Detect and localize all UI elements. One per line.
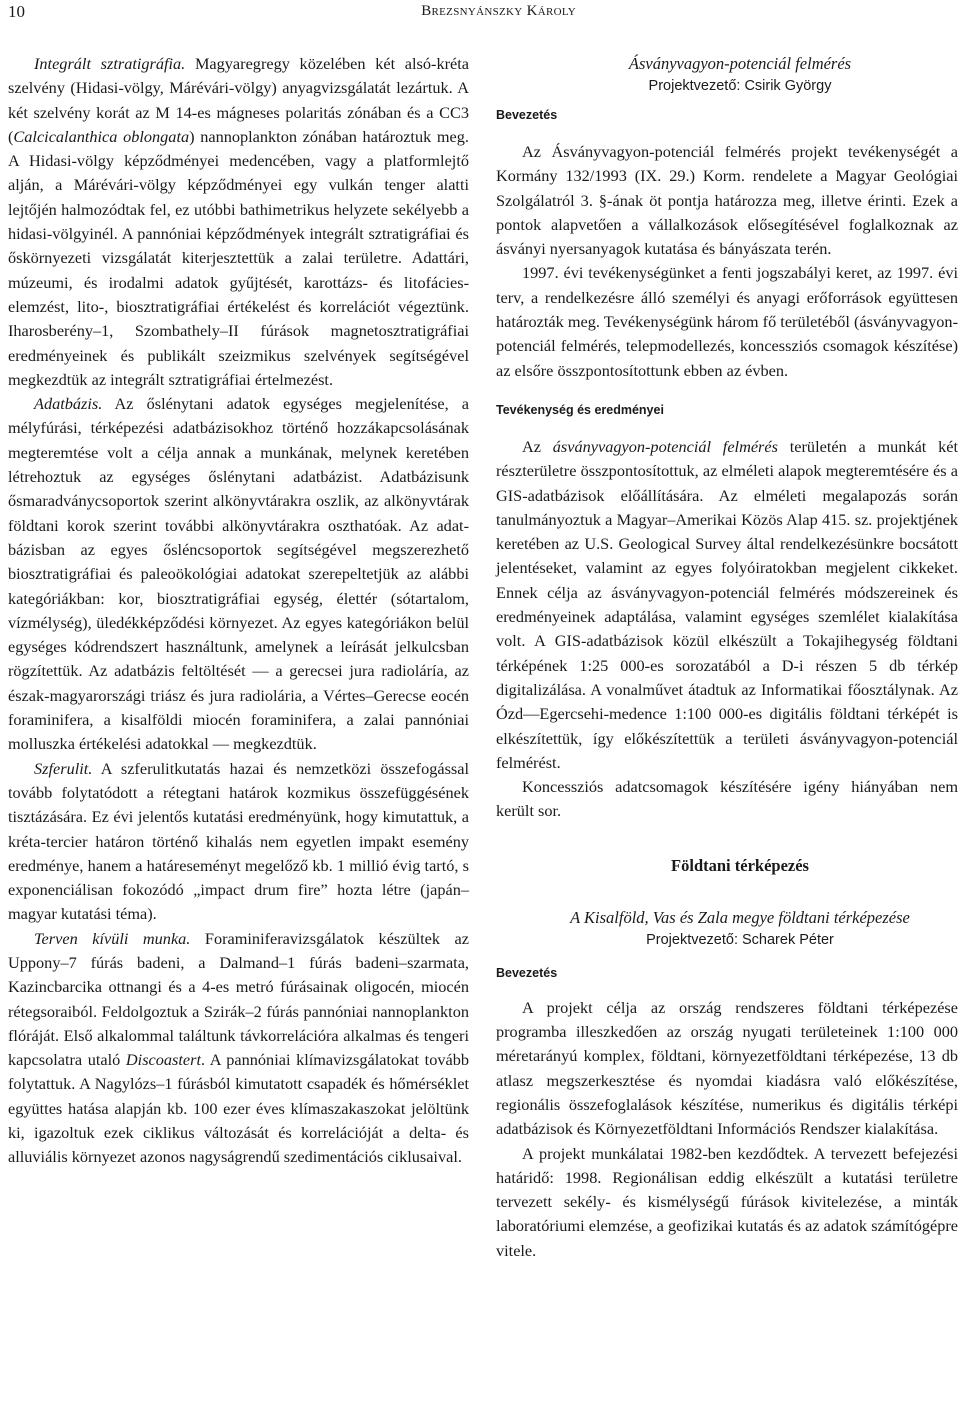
left-column (8, 52, 469, 1170)
paragraph-activity-2: Koncessziós adatcsomagok készítésére igény hiányában nem került sor. (496, 777, 958, 821)
paragraph-spherulite: Szferulit. A szferulitkutatás hazai és nemzetközi összefogással tovább folytatódott a rétegtani határok kozmikus összefüggésének tisztázására. Ez évi jelentős kutatási eredményünk, hogy kimutattuk, a kréta-tercier határon történő kihalás nem egyetlen impakt esemény eredménye, hanem a határeseményt megelőző kb. 1 millió évig tartó, s exponenciálisan fokozódó „impact drum fire” hozta létre (japán–magyar kutatási téma). (8, 758, 469, 924)
project-title: A Kisalföld, Vas és Zala megye földtani térképezése (570, 907, 910, 927)
paragraph-integrated-stratigraphy: Integrált sztratigráfia. Magyaregregy közelében két alsó-kréta szelvény (Hidasi-völgy, Márévári-völgy) anyagvizsgálatát lezártuk. A két szelvény korát az M 14-es mágneses polaritás zónában és a CC3 (Calcicalanthica oblongata) nannoplankton zónában határoztuk meg. A Hidasi-völgy képződményei medencében, vagy a platformlejtő alján, a Márévári-völgy képződményei egy vulkán tenger alatti lejtőjén halmozódtak fel, ez utóbbi bathimetrikus helyzete sekélyebb a hidasi-völgyinél. A pannóniai képződmények integrált sztratigráfiai és őskörnyezeti vizsgálatát kiterjesztettük a zalai területre. Adattári, múzeumi, és irodalmi adatok gyűjtését, karottázs- és litofácies-elemzést, lito-, biosztratigráfiai értékelést és korrelációt végeztünk. Iharosberény–1, Szombathely–II fúrások magnetosztratigráfiai eredményeinek és publikált szeizmikus szelvények segítségével megkezdtük az integrált sztratigráfiai értelmezést. (8, 54, 469, 389)
paragraph-intro2-1: A projekt célja az ország rendszeres földtani térképezése programba illeszkedően az ország nyugati területeinek 1:100 000 méretarányú komplex, földtani, környezetföldtani térképezése, 13 db atlasz megszerkesztése és nyomdai kiadásra való előkészítése, regionális összefoglalások készítése, numerikus és digitális térképi adatbázisok és Környezetföldtani Információs Rendszer kialakítása. (496, 997, 958, 1139)
paragraph-unplanned-work: Terven kívüli munka. Foraminiferavizsgálatok készültek az Uppony–7 fúrás badeni, a Dalmand–1 fúrás badeni–szarmata, Kazincbarcika ottnangi és a 4-es metró fúrásainak oligocén, miocén rétegsoraiból. Feldolgoztuk a Szirák–2 fúrás pannóniai nannoplankton flóráját. Első alkalommal találtunk távkorrelációra alkalmas és tengeri kapcsolatra utaló Discoastert. A pannóniai klímavizsgálatokat tovább folytattuk. A Nagylózs–1 fúrásból kimutatott csapadék és hőmérséklet együttes hatása alapján kb. 100 ezer éves klímaszakaszokat jelöltünk ki, igazoltuk ezek ciklikus változását és korrelációját a delta- és alluviális környezet azonos nagyságrendű szedimentációs ciklusaival. (8, 928, 469, 1167)
page-header (0, 0, 960, 30)
project-leader: Projektvezető: Scharek Péter (646, 931, 834, 948)
paragraph-label: Adatbázis. (34, 394, 103, 414)
running-head-author: Brezsnyánszky Károly (421, 3, 576, 19)
section-title: Földtani térképezés (671, 855, 809, 875)
paragraph-intro-1: Az Ásványvagyon-potenciál felmérés projekt tevékenységét a Kormány 132/1993 (IX. 29.) Korm. rendelete a Magyar Geológiai Szolgálatról 3. §-ának öt pontja határozza meg, illetve érinti. Ezek a pontok alapvetően a vállalkozások elősegítésével foglalkoznak az ásványi nyersanyagok kutatása és bányászata terén. (496, 142, 958, 259)
paragraph-label: Integrált sztratigráfia. (34, 54, 186, 73)
paragraph-label: Terven kívüli munka. (34, 928, 191, 948)
paragraph-label: Szferulit. (34, 758, 93, 778)
project-leader: Projektvezető: Csirik György (648, 78, 832, 94)
subheading-intro: Bevezetés (496, 108, 558, 122)
genus-name: Discoastert (125, 1050, 201, 1070)
right-column (496, 52, 958, 1263)
project-title: Ásványvagyon-potenciál felmérés (628, 54, 852, 73)
paragraph-intro-2: 1997. évi tevékenységünket a fenti jogszabályi keret, az 1997. évi terv, a rendelkezésre álló személyi és anyagi erőforrások együttesen határozták meg. Tevékenységünk három fő területéből (ásványvagyon-potenciál felmérés, telepmodellezés, koncessziós csomagok készítése) az elsőre összpontosítottunk ebben az évben. (496, 263, 958, 380)
subheading-activity: Tevékenység és eredményei (496, 402, 664, 417)
species-name: Calcicalanthica oblongata (13, 126, 190, 146)
paragraph-intro2-2: A projekt munkálatai 1982-ben kezdődtek. A tervezett befejezési határidő: 1998. Regionálisan eddig elkészült a kutatási területre tervezett sekély- és kismélységű fúrások kivitelezése, a minták laboratóriumi elemzése, a geofizikai kutatás és az adatok számítógépre vitele. (496, 1143, 958, 1260)
paragraph-database: Adatbázis. Az őslénytani adatok egységes megjelenítése, a mélyfúrási, térképezési adatbázisokhoz történő hozzákapcsolásának megteremtése volt a célja annak a munkának, melynek keretében létrehoztuk az egységes őslénytani adatbázist. Adatbázisunk ősmaradványcsoportok szerint alkönyvtárakra oszlik, az alkönyvtárak földtani korok szerint további alkönyvtárakra oszthatóak. Az adatbázisban az egyes ősléncsoportok segítségével megszerezhető biosztratigráfiai és paleoökológiai adatokat szerepeltetjük az alábbi kategóriákban: kor, biosztratigráfiai egység, élettér (sótartalom, vízmélység), üledékképződési környezet. Az egyes kategóriákon belül egységes kódrendszert használtunk, amelynek a leírását jelkulcsban rögzítettük. Az adatbázis feltöltését — a gerecsei jura radioláría, az észak-magyarországi triász és jura radiolária, a Vértes–Gerecse eocén foraminifera, a kisalföldi miocén foraminifera, a zalai pannóniai molluszka értékelési adatokkal — megkezdtük. (8, 394, 469, 754)
subheading-intro: Bevezetés (496, 965, 558, 980)
page-number: 10 (8, 2, 25, 21)
paragraph-activity-1: Az ásványvagyon-potenciál felmérés területén a munkát két részterületre összpontosítottuk, az elméleti alapok megteremtésére és a GIS-adatbázisok előállítására. Az elméleti megalapozás során tanulmányoztuk a Magyar–Amerikai Közös Alap 415. sz. projektjének keretében az U.S. Geological Survey által rendelkezésünkre bocsátott jelentéseket, valamint az egyes folyóiratokban megjelent cikkeket. Ennek célja az ásványvagyon-potenciál felmérés módszereinek és eredményeinek adaptálása, valamint egységes szemlélet kialakítása volt. A GIS-adatbázisok közül elkészült a Tokajihegység földtani térképének 1:25 000-es sorozatából a D-i részen 5 db térkép digitalizálása. A vonalművet átadtuk az Informatikai főosztálynak. Az Ózd—Egercsehi-medence 1:100 000-es digitális földtani térképét is elkészítettük, így előkészítettük a területi ásványvagyon-potenciál felmérést. (496, 436, 959, 772)
